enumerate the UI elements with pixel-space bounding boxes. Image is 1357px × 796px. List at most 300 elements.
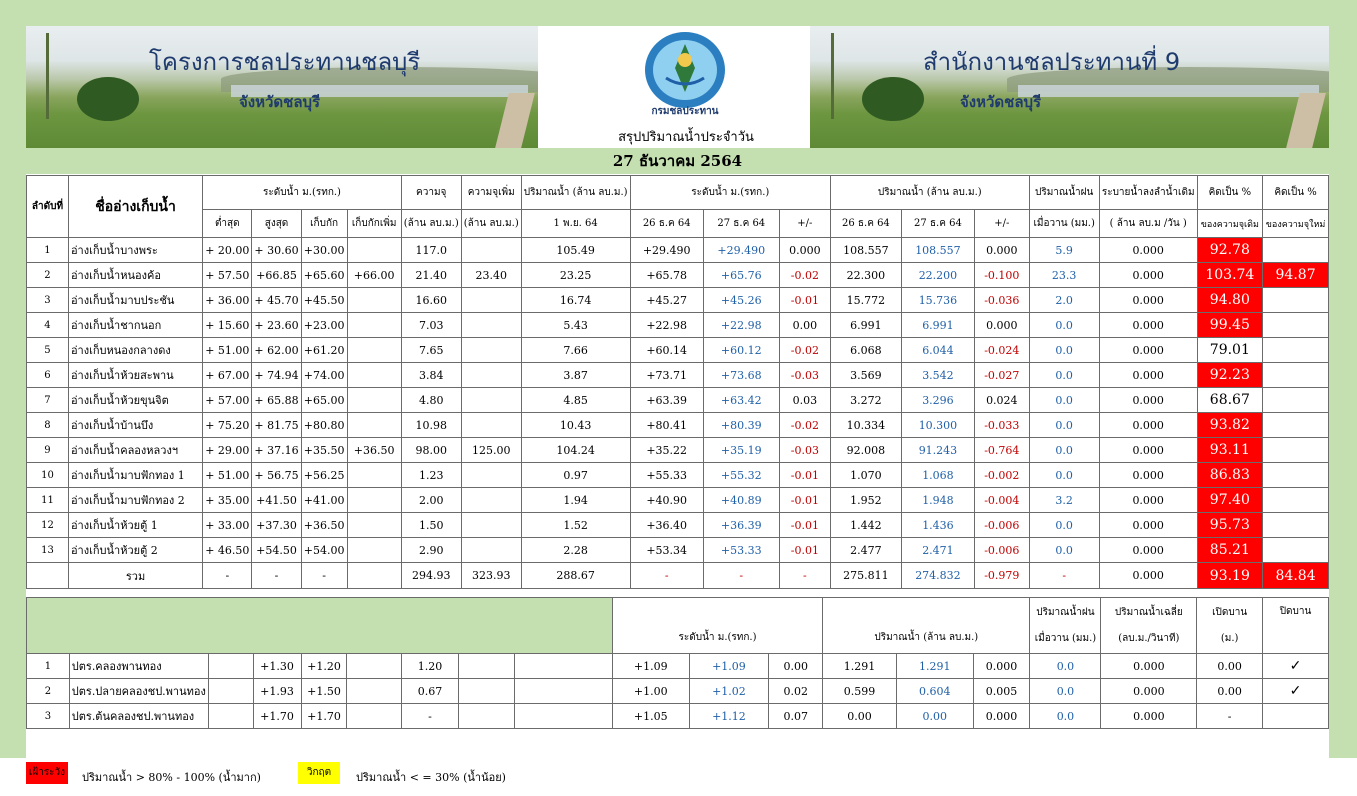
level-storage: +41.00: [301, 488, 347, 513]
total-level-27: -: [703, 563, 779, 589]
level-diff: -0.02: [779, 413, 830, 438]
volume-diff: -0.036: [975, 288, 1029, 313]
legend-alert-swatch: เฝ้าระวัง: [26, 762, 68, 784]
total-pct-new: 84.84: [1263, 563, 1329, 589]
volume-diff: 0.000: [975, 238, 1029, 263]
canal-gate-open: 0.00: [1197, 654, 1263, 679]
volume-26: 2.477: [831, 538, 902, 563]
volume-nov: 1.52: [521, 513, 630, 538]
level-min: + 57.50: [203, 263, 252, 288]
canal-extra-capacity: [458, 679, 514, 704]
volume-27: 6.044: [901, 338, 974, 363]
level-max: + 23.60: [252, 313, 301, 338]
col-volume-26: 26 ธ.ค 64: [831, 210, 902, 238]
volume-nov: 1.94: [521, 488, 630, 513]
volume-diff: -0.100: [975, 263, 1029, 288]
rain: 0.0: [1029, 363, 1099, 388]
col-level-group: ระดับน้ำ ม.(รทก.): [203, 176, 402, 210]
extra-capacity: [461, 513, 521, 538]
canal-avg-flow: 0.000: [1101, 654, 1197, 679]
pct-new-capacity: [1263, 363, 1329, 388]
level-min: + 35.00: [203, 488, 252, 513]
row-no: 11: [27, 488, 69, 513]
pct-new-capacity: [1263, 388, 1329, 413]
pct-old-capacity: 103.74: [1197, 263, 1263, 288]
canal-min: [208, 654, 253, 679]
col-volume-date: 1 พ.ย. 64: [521, 210, 630, 238]
level-min: + 20.00: [203, 238, 252, 263]
pct-new-capacity: [1263, 338, 1329, 363]
extra-capacity: [461, 413, 521, 438]
volume-26: 3.569: [831, 363, 902, 388]
volume-nov: 4.85: [521, 388, 630, 413]
canal-level-27: +1.12: [689, 704, 769, 729]
level-storage: +36.50: [301, 513, 347, 538]
canal-gate-open: -: [1197, 704, 1263, 729]
level-27: +45.26: [703, 288, 779, 313]
col-extra-storage: เก็บกักเพิ่ม: [347, 210, 401, 238]
col-extra-capacity-unit: (ล้าน ลบ.ม.): [461, 210, 521, 238]
report-date: 27 ธันวาคม 2564: [26, 148, 1329, 174]
release: 0.000: [1099, 338, 1197, 363]
level-diff: -0.01: [779, 463, 830, 488]
royal-irrigation-logo: [638, 30, 732, 122]
canal-col-avg: ปริมาณน้ำเฉลี่ย (ลบ.ม./วินาที): [1101, 598, 1197, 654]
volume-diff: -0.764: [975, 438, 1029, 463]
canal-header-band: [27, 598, 613, 654]
pct-new-capacity: [1263, 413, 1329, 438]
canal-no: 2: [27, 679, 70, 704]
level-26: +36.40: [630, 513, 703, 538]
capacity: 4.80: [401, 388, 461, 413]
pct-new-capacity: [1263, 538, 1329, 563]
level-27: +53.33: [703, 538, 779, 563]
col-day-volume-group: ปริมาณน้ำ (ล้าน ลบ.ม.): [831, 176, 1030, 210]
canal-level-diff: 0.07: [769, 704, 823, 729]
canal-col-rain: ปริมาณน้ำฝน เมื่อวาน (มม.): [1030, 598, 1101, 654]
capacity: 98.00: [401, 438, 461, 463]
level-storage: +80.80: [301, 413, 347, 438]
level-extra-storage: [347, 488, 401, 513]
volume-27: 1.436: [901, 513, 974, 538]
total-rain: -: [1029, 563, 1099, 589]
canal-volume-diff: 0.005: [973, 679, 1030, 704]
volume-27: 15.736: [901, 288, 974, 313]
col-volume: ปริมาณน้ำ (ล้าน ลบ.ม.): [521, 176, 630, 210]
level-extra-storage: [347, 388, 401, 413]
total-volume-27: 274.832: [901, 563, 974, 589]
extra-capacity: [461, 538, 521, 563]
level-extra-storage: [347, 338, 401, 363]
canal-extra-capacity: [458, 654, 514, 679]
table-row: [27, 413, 1329, 438]
canal-level-diff: 0.02: [769, 679, 823, 704]
canal-extra-storage: [347, 679, 402, 704]
volume-26: 92.008: [831, 438, 902, 463]
rain: 0.0: [1029, 413, 1099, 438]
canal-col-volume-group: ปริมาณน้ำ (ล้าน ลบ.ม.): [823, 598, 1030, 654]
col-capacity-unit: (ล้าน ลบ.ม.): [401, 210, 461, 238]
volume-diff: -0.027: [975, 363, 1029, 388]
release: 0.000: [1099, 363, 1197, 388]
total-max: -: [252, 563, 301, 589]
reservoir-name: อ่างเก็บน้ำมาบประชัน: [68, 288, 202, 313]
canal-capacity: 0.67: [402, 679, 459, 704]
total-storage: -: [301, 563, 347, 589]
capacity: 10.98: [401, 413, 461, 438]
canal-name: ปตร.ปลายคลองชป.พานทอง: [69, 679, 208, 704]
level-26: +40.90: [630, 488, 703, 513]
col-pct-new-unit: ของความจุใหม่: [1263, 210, 1329, 238]
rain: 0.0: [1029, 388, 1099, 413]
table-row: [27, 513, 1329, 538]
volume-nov: 23.25: [521, 263, 630, 288]
volume-27: 1.068: [901, 463, 974, 488]
canal-volume-nov: [514, 654, 612, 679]
volume-diff: -0.024: [975, 338, 1029, 363]
rain: 0.0: [1029, 463, 1099, 488]
pct-new-capacity: [1263, 288, 1329, 313]
level-27: +55.32: [703, 463, 779, 488]
level-storage: +35.50: [301, 438, 347, 463]
level-27: +65.76: [703, 263, 779, 288]
pct-new-capacity: [1263, 438, 1329, 463]
extra-capacity: [461, 238, 521, 263]
col-pct-old: คิดเป็น %: [1197, 176, 1263, 210]
extra-capacity: 23.40: [461, 263, 521, 288]
col-reservoir-name: ชื่ออ่างเก็บน้ำ: [68, 176, 202, 238]
level-27: +40.89: [703, 488, 779, 513]
release: 0.000: [1099, 313, 1197, 338]
canal-volume-diff: 0.000: [973, 704, 1030, 729]
capacity: 117.0: [401, 238, 461, 263]
total-extra-storage: [347, 563, 401, 589]
level-extra-storage: +66.00: [347, 263, 401, 288]
release: 0.000: [1099, 263, 1197, 288]
canal-rain: 0.0: [1030, 654, 1101, 679]
canal-volume-nov: [514, 704, 612, 729]
level-min: + 67.00: [203, 363, 252, 388]
level-storage: +30.00: [301, 238, 347, 263]
col-rain-unit: เมื่อวาน (มม.): [1029, 210, 1099, 238]
level-27: +29.490: [703, 238, 779, 263]
rain: 5.9: [1029, 238, 1099, 263]
legend-critical-text: ปริมาณน้ำ < = 30% (น้ำน้อย): [356, 771, 506, 784]
reservoir-name: อ่างเก็บน้ำห้วยสะพาน: [68, 363, 202, 388]
col-capacity: ความจุ: [401, 176, 461, 210]
capacity: 21.40: [401, 263, 461, 288]
row-no: 10: [27, 463, 69, 488]
col-max: สูงสุด: [252, 210, 301, 238]
canal-extra-storage: [347, 654, 402, 679]
canal-volume-26: 1.291: [823, 654, 897, 679]
volume-diff: -0.006: [975, 538, 1029, 563]
level-26: +63.39: [630, 388, 703, 413]
pct-old-capacity: 93.11: [1197, 438, 1263, 463]
reservoir-name: อ่างเก็บน้ำบ้านบึง: [68, 413, 202, 438]
reservoir-name: อ่างเก็บน้ำคลองหลวงฯ: [68, 438, 202, 463]
volume-27: 6.991: [901, 313, 974, 338]
level-storage: +61.20: [301, 338, 347, 363]
col-rain: ปริมาณน้ำฝน: [1029, 176, 1099, 210]
canal-volume-27: 0.00: [896, 704, 973, 729]
table-row: [27, 338, 1329, 363]
table-row: [27, 388, 1329, 413]
level-diff: -0.03: [779, 438, 830, 463]
level-26: +60.14: [630, 338, 703, 363]
pct-new-capacity: [1263, 513, 1329, 538]
release: 0.000: [1099, 388, 1197, 413]
level-extra-storage: [347, 313, 401, 338]
canal-avg-flow: 0.000: [1101, 704, 1197, 729]
volume-nov: 16.74: [521, 288, 630, 313]
release: 0.000: [1099, 513, 1197, 538]
canal-volume-27: 1.291: [896, 654, 973, 679]
col-pct-old-unit: ของความจุเดิม: [1197, 210, 1263, 238]
rain: 23.3: [1029, 263, 1099, 288]
canal-capacity: 1.20: [402, 654, 459, 679]
volume-nov: 2.28: [521, 538, 630, 563]
reservoir-name: อ่างเก็บน้ำห้วยตู้ 1: [68, 513, 202, 538]
release: 0.000: [1099, 288, 1197, 313]
level-26: +55.33: [630, 463, 703, 488]
pct-old-capacity: 85.21: [1197, 538, 1263, 563]
level-min: + 15.60: [203, 313, 252, 338]
level-diff: -0.01: [779, 288, 830, 313]
volume-27: 3.542: [901, 363, 974, 388]
capacity: 7.65: [401, 338, 461, 363]
canal-level-26: +1.00: [612, 679, 689, 704]
level-max: + 45.70: [252, 288, 301, 313]
canal-avg-flow: 0.000: [1101, 679, 1197, 704]
col-volume-diff: +/-: [975, 210, 1029, 238]
volume-26: 15.772: [831, 288, 902, 313]
canal-row: [27, 704, 1329, 729]
volume-diff: 0.000: [975, 313, 1029, 338]
table-row: [27, 538, 1329, 563]
volume-26: 108.557: [831, 238, 902, 263]
level-storage: +56.25: [301, 463, 347, 488]
row-no: 12: [27, 513, 69, 538]
capacity: 3.84: [401, 363, 461, 388]
left-project-title: โครงการชลประทานชลบุรี: [149, 48, 421, 76]
level-max: + 37.16: [252, 438, 301, 463]
volume-26: 1.070: [831, 463, 902, 488]
level-min: + 51.00: [203, 463, 252, 488]
level-max: + 62.00: [252, 338, 301, 363]
canal-level-27: +1.09: [689, 654, 769, 679]
row-no: 4: [27, 313, 69, 338]
table-row: [27, 263, 1329, 288]
table-row: [27, 488, 1329, 513]
level-storage: +65.00: [301, 388, 347, 413]
pct-old-capacity: 97.40: [1197, 488, 1263, 513]
pct-new-capacity: [1263, 238, 1329, 263]
level-26: +29.490: [630, 238, 703, 263]
row-no: 7: [27, 388, 69, 413]
level-extra-storage: [347, 463, 401, 488]
volume-nov: 104.24: [521, 438, 630, 463]
total-level-diff: -: [779, 563, 830, 589]
canal-storage: +1.20: [301, 654, 347, 679]
rain: 0.0: [1029, 313, 1099, 338]
total-release: 0.000: [1099, 563, 1197, 589]
volume-27: 2.471: [901, 538, 974, 563]
canal-level-27: +1.02: [689, 679, 769, 704]
legend-alert-text: ปริมาณน้ำ > 80% - 100% (น้ำมาก): [82, 771, 261, 784]
canal-gate-closed: ✓: [1263, 654, 1329, 679]
canal-max: +1.93: [253, 679, 301, 704]
reservoir-name: อ่างเก็บน้ำมาบฟักทอง 2: [68, 488, 202, 513]
volume-26: 1.952: [831, 488, 902, 513]
canal-row: [27, 654, 1329, 679]
total-min: -: [203, 563, 252, 589]
level-storage: +54.00: [301, 538, 347, 563]
total-pct-old: 93.19: [1197, 563, 1263, 589]
right-office-title: สำนักงานชลประทานที่ 9: [923, 48, 1181, 76]
col-no: ลำดับที่: [27, 176, 69, 238]
volume-diff: -0.004: [975, 488, 1029, 513]
extra-capacity: [461, 338, 521, 363]
table-row: [27, 438, 1329, 463]
header-banner: [26, 26, 1329, 148]
level-storage: +45.50: [301, 288, 347, 313]
total-row: [27, 563, 1329, 589]
pct-old-capacity: 99.45: [1197, 313, 1263, 338]
pct-old-capacity: 93.82: [1197, 413, 1263, 438]
left-province: จังหวัดชลบุรี: [239, 93, 321, 111]
total-label: รวม: [68, 563, 202, 589]
reservoir-name: อ่างเก็บหนองกลางดง: [68, 338, 202, 363]
level-extra-storage: [347, 538, 401, 563]
col-extra-capacity: ความจุเพิ่ม: [461, 176, 521, 210]
level-diff: -0.01: [779, 513, 830, 538]
extra-capacity: [461, 288, 521, 313]
volume-nov: 10.43: [521, 413, 630, 438]
level-storage: +23.00: [301, 313, 347, 338]
volume-nov: 3.87: [521, 363, 630, 388]
canal-volume-26: 0.599: [823, 679, 897, 704]
level-extra-storage: [347, 513, 401, 538]
volume-nov: 5.43: [521, 313, 630, 338]
canal-volume-nov: [514, 679, 612, 704]
level-diff: -0.01: [779, 538, 830, 563]
volume-diff: -0.002: [975, 463, 1029, 488]
volume-26: 3.272: [831, 388, 902, 413]
level-storage: +74.00: [301, 363, 347, 388]
canal-col-level-group: ระดับน้ำ ม.(รทก.): [612, 598, 822, 654]
canal-gate-closed: [1263, 704, 1329, 729]
volume-diff: -0.033: [975, 413, 1029, 438]
reservoir-name: อ่างเก็บน้ำหนองค้อ: [68, 263, 202, 288]
level-26: +73.71: [630, 363, 703, 388]
level-extra-storage: [347, 238, 401, 263]
canal-gate-open: 0.00: [1197, 679, 1263, 704]
release: 0.000: [1099, 238, 1197, 263]
col-level-diff: +/-: [779, 210, 830, 238]
volume-nov: 0.97: [521, 463, 630, 488]
level-min: + 46.50: [203, 538, 252, 563]
level-max: + 56.75: [252, 463, 301, 488]
rain: 0.0: [1029, 538, 1099, 563]
volume-27: 1.948: [901, 488, 974, 513]
row-no: 13: [27, 538, 69, 563]
level-extra-storage: [347, 288, 401, 313]
canal-level-26: +1.05: [612, 704, 689, 729]
pct-old-capacity: 68.67: [1197, 388, 1263, 413]
canal-extra-storage: [347, 704, 402, 729]
canal-rain: 0.0: [1030, 704, 1101, 729]
volume-26: 22.300: [831, 263, 902, 288]
level-min: + 57.00: [203, 388, 252, 413]
table-row: [27, 238, 1329, 263]
level-min: + 29.00: [203, 438, 252, 463]
level-storage: +65.60: [301, 263, 347, 288]
extra-capacity: [461, 388, 521, 413]
row-no: 9: [27, 438, 69, 463]
col-level-26: 26 ธ.ค 64: [630, 210, 703, 238]
reservoir-name: อ่างเก็บน้ำห้วยขุนจิต: [68, 388, 202, 413]
table-row: [27, 363, 1329, 388]
volume-26: 1.442: [831, 513, 902, 538]
col-storage: เก็บกัก: [301, 210, 347, 238]
pct-old-capacity: 92.78: [1197, 238, 1263, 263]
total-volume-diff: -0.979: [975, 563, 1029, 589]
volume-27: 3.296: [901, 388, 974, 413]
level-26: +65.78: [630, 263, 703, 288]
row-no: 3: [27, 288, 69, 313]
rain: 3.2: [1029, 488, 1099, 513]
level-27: +36.39: [703, 513, 779, 538]
level-26: +53.34: [630, 538, 703, 563]
level-max: +66.85: [252, 263, 301, 288]
level-extra-storage: +36.50: [347, 438, 401, 463]
logo-text: กรมชลประทาน: [651, 106, 719, 117]
volume-diff: -0.006: [975, 513, 1029, 538]
volume-26: 10.334: [831, 413, 902, 438]
rain: 0.0: [1029, 513, 1099, 538]
capacity: 16.60: [401, 288, 461, 313]
level-extra-storage: [347, 363, 401, 388]
pct-old-capacity: 95.73: [1197, 513, 1263, 538]
canal-volume-26: 0.00: [823, 704, 897, 729]
pct-old-capacity: 94.80: [1197, 288, 1263, 313]
level-26: +35.22: [630, 438, 703, 463]
level-min: + 36.00: [203, 288, 252, 313]
extra-capacity: 125.00: [461, 438, 521, 463]
canal-storage: +1.70: [301, 704, 347, 729]
volume-27: 10.300: [901, 413, 974, 438]
row-no: 6: [27, 363, 69, 388]
canal-no: 3: [27, 704, 70, 729]
row-no: 5: [27, 338, 69, 363]
level-diff: 0.000: [779, 238, 830, 263]
pct-new-capacity: 94.87: [1263, 263, 1329, 288]
release: 0.000: [1099, 413, 1197, 438]
level-max: + 65.88: [252, 388, 301, 413]
canal-level-diff: 0.00: [769, 654, 823, 679]
canal-storage: +1.50: [301, 679, 347, 704]
capacity: 2.00: [401, 488, 461, 513]
canal-max: +1.70: [253, 704, 301, 729]
capacity: 1.50: [401, 513, 461, 538]
volume-26: 6.991: [831, 313, 902, 338]
col-release-unit: ( ล้าน ลบ.ม /วัน ): [1099, 210, 1197, 238]
capacity: 7.03: [401, 313, 461, 338]
pct-old-capacity: 86.83: [1197, 463, 1263, 488]
canal-volume-diff: 0.000: [973, 654, 1030, 679]
level-27: +35.19: [703, 438, 779, 463]
